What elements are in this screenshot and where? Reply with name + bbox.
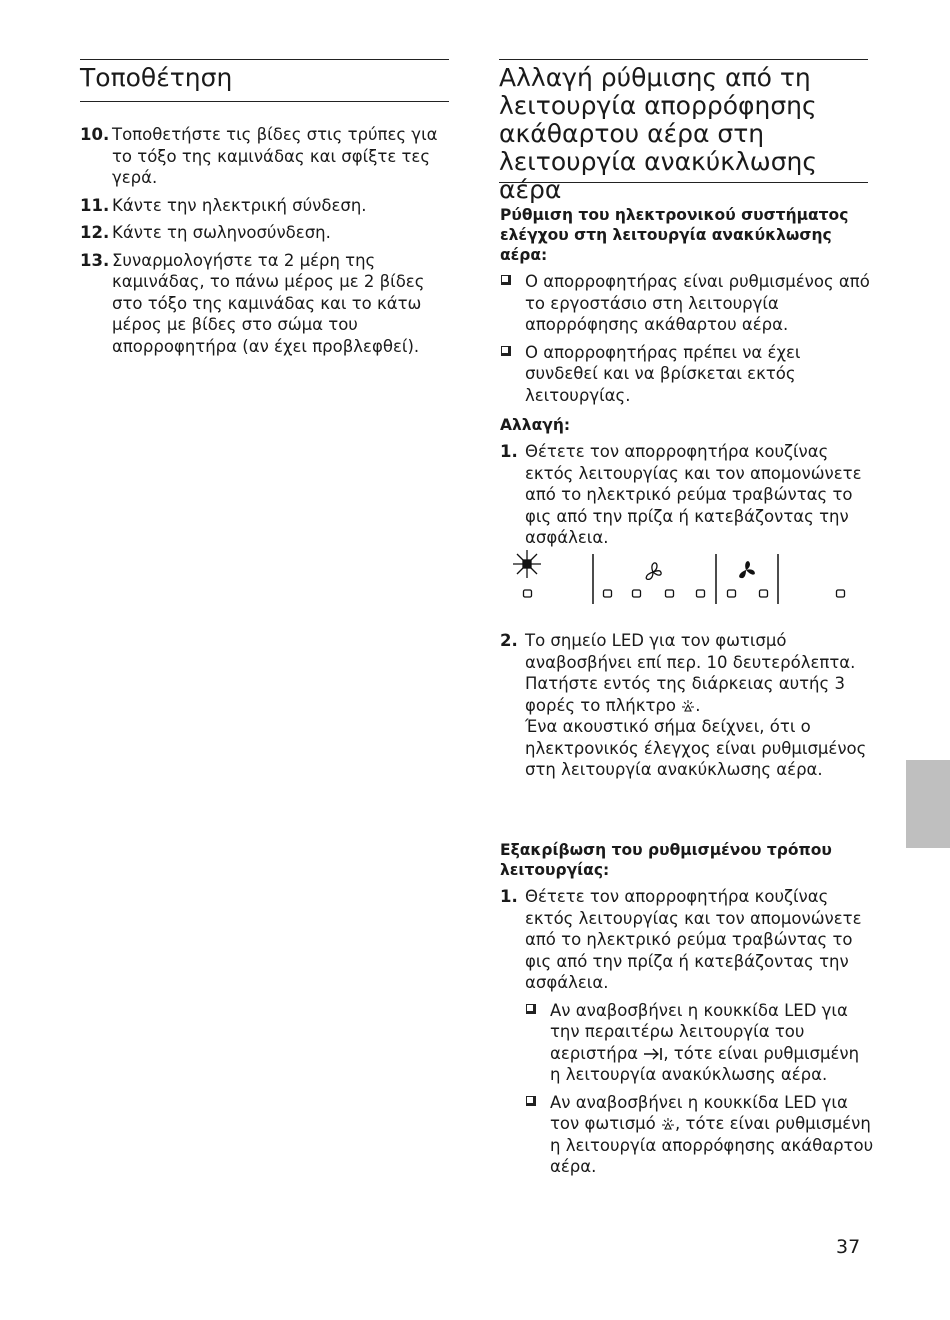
step-text: Το σημείο LED για τον φωτισμό αναβοσβήνει επί περ. 10 δευτερόλεπτα. Πατήστε εντός της διάρκειας αυτής 3 φορές το πλήκτρο bbox=[525, 631, 856, 715]
led-indicator bbox=[633, 590, 641, 597]
step-text: Ένα ακουστικό σήμα δείχνει, ότι ο ηλεκτρονικός έλεγχος είναι ρυθμισμένος στη λειτουργία ανακύκλωσης αέρα. bbox=[525, 717, 867, 779]
light-icon bbox=[513, 550, 541, 578]
check-text: , τότε είναι ρυθμισμένη η λειτουργία ανακύκλωσης αέρα. bbox=[550, 1043, 860, 1084]
right-section-3 bbox=[500, 840, 874, 1178]
section-heading-change: Αλλαγή: bbox=[500, 416, 571, 434]
step-number: 13. bbox=[80, 250, 110, 270]
control-panel-diagram bbox=[505, 548, 855, 610]
step-number: 12. bbox=[80, 223, 110, 242]
check-item bbox=[525, 1000, 874, 1086]
step-number: 11. bbox=[80, 195, 110, 215]
led-indicator bbox=[697, 590, 705, 597]
checkbox-icon bbox=[501, 346, 511, 356]
page-number: 37 bbox=[836, 1236, 861, 1258]
step-11 bbox=[80, 195, 452, 217]
section-heading-verify: Εξακρίβωση του ρυθμισμένου τρόπου λειτουργίας: bbox=[500, 841, 832, 879]
left-top-rule bbox=[80, 59, 449, 60]
step-12 bbox=[80, 222, 452, 244]
check-item bbox=[500, 342, 872, 407]
check-item bbox=[500, 271, 872, 336]
change-step-1 bbox=[500, 441, 872, 549]
led-indicator bbox=[666, 590, 674, 597]
step-text: Κάντε την ηλεκτρική σύνδεση. bbox=[112, 195, 367, 215]
check-text: , τότε είναι ρυθμισμένη η λειτουργία απορρόφησης ακάθαρτου αέρα. bbox=[550, 1114, 874, 1176]
check-text: Ο απορροφητήρας πρέπει να έχει συνδεθεί και να βρίσκεται εκτός λειτουργίας. bbox=[525, 342, 801, 405]
led-indicator bbox=[837, 590, 845, 597]
right-section-2 bbox=[500, 630, 872, 781]
step-number: 1. bbox=[500, 442, 518, 461]
step-10 bbox=[80, 124, 452, 189]
section-heading-setting: Ρύθμιση του ηλεκτρονικού συστήματος ελέγχου στη λειτουργία ανακύκλωσης αέρα: bbox=[500, 206, 849, 264]
change-step-2 bbox=[500, 630, 872, 781]
right-section-1 bbox=[500, 205, 872, 549]
left-title-rule bbox=[80, 101, 449, 102]
arrow-to-bar-icon bbox=[643, 1047, 663, 1061]
section-tab-marker bbox=[906, 760, 950, 848]
step-number: 10. bbox=[80, 125, 110, 144]
checkbox-icon bbox=[501, 275, 511, 285]
left-steps bbox=[80, 124, 452, 357]
step-number: 2. bbox=[500, 631, 518, 650]
step-13 bbox=[80, 250, 452, 358]
right-title: Αλλαγή ρύθμισης από τη λειτουργία απορρόφησης ακάθαρτου αέρα στη λειτουργία ανακύκλωσης αέρα bbox=[499, 63, 818, 204]
check-item bbox=[525, 1092, 874, 1178]
fan-high-icon bbox=[739, 561, 755, 578]
led-indicator bbox=[728, 590, 736, 597]
checkbox-icon bbox=[526, 1096, 536, 1106]
step-text: Θέτετε τον απορροφητήρα κουζίνας εκτός λειτουργίας και τον απομονώνετε από το ηλεκτρικό ρεύμα τραβώντας το φις από την πρίζα ή κατεβάζοντας την ασφάλεια. bbox=[525, 887, 862, 992]
led-indicator bbox=[604, 590, 612, 597]
fan-low-icon bbox=[646, 563, 661, 580]
right-top-rule bbox=[499, 59, 868, 60]
step-text: Θέτετε τον απορροφητήρα κουζίνας εκτός λειτουργίας και τον απομονώνετε από το ηλεκτρικό ρεύμα τραβώντας το φις από την πρίζα ή κατεβάζοντας την ασφάλεια. bbox=[525, 442, 862, 547]
step-text: Κάντε τη σωληνοσύνδεση. bbox=[112, 223, 331, 242]
checkbox-icon bbox=[526, 1004, 536, 1014]
verify-step-1 bbox=[500, 886, 874, 994]
step-text: Τοποθετήστε τις βίδες στις τρύπες για το τόξο της καμινάδας και σφίξτε τες γερά. bbox=[112, 125, 438, 187]
led-indicator bbox=[524, 590, 532, 597]
light-key-icon bbox=[661, 1117, 675, 1131]
step-text-end: . bbox=[695, 695, 701, 715]
check-text: Αν αναβοσβήνει η κουκκίδα LED για την περαιτέρω λειτουργία του αεριστήρα bbox=[550, 1000, 848, 1063]
led-indicator bbox=[760, 590, 768, 597]
left-title: Τοποθέτηση bbox=[80, 63, 233, 92]
check-text: Ο απορροφητήρας είναι ρυθμισμένος από το εργοστάσιο στη λειτουργία απορρόφησης ακάθαρτου αέρα. bbox=[525, 272, 870, 334]
step-text: Συναρμολογήστε τα 2 μέρη της καμινάδας, το πάνω μέρος με 2 βίδες στο τόξο της καμινάδας και το κάτω μέρος με βίδες στο σώμα του απορροφητήρα (αν έχει προβλεφθεί). bbox=[112, 250, 425, 356]
check-text: Αν αναβοσβήνει η κουκκίδα LED για τον φωτισμό bbox=[550, 1092, 848, 1133]
step-number: 1. bbox=[500, 887, 518, 906]
right-title-rule bbox=[499, 182, 868, 183]
light-key-icon bbox=[681, 699, 695, 713]
